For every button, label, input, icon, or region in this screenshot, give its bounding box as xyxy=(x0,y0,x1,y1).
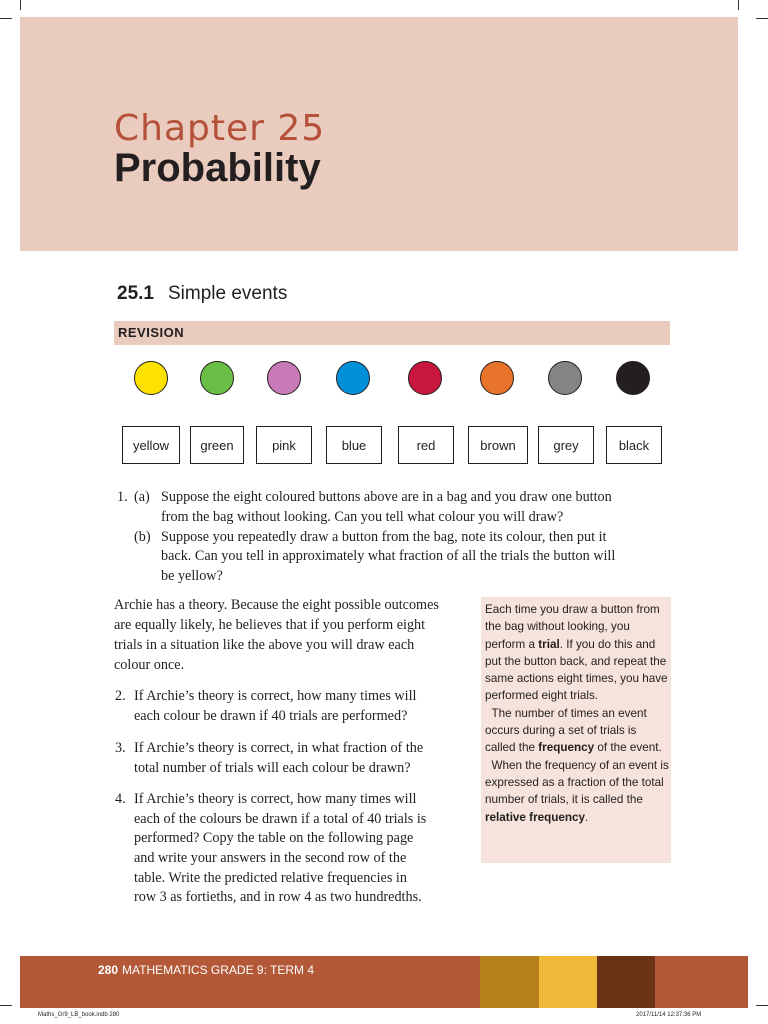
print-slug-timestamp: 2017/11/14 12:37:36 PM xyxy=(636,1012,702,1018)
footer-running-head xyxy=(98,963,314,977)
question-3-line: If Archie’s theory is correct, in what fraction of the xyxy=(134,740,424,756)
archie-paragraph-line: Archie has a theory. Because the eight possible outcomes xyxy=(114,597,439,613)
question-1b-line: back. Can you tell in approximately what fraction of all the trials the button will xyxy=(161,548,616,564)
question-4-line: each of the colours be drawn if a total of 40 trials is xyxy=(134,811,427,827)
chapter-label: Chapter 25 xyxy=(114,108,326,149)
sidebar-paragraph xyxy=(485,601,669,705)
crop-mark xyxy=(738,0,739,10)
chapter-title: Probability xyxy=(114,146,321,190)
question-1b-line: Suppose you repeatedly draw a button from the bag, note its colour, then put it xyxy=(161,529,607,545)
question-2-number: 2. xyxy=(115,688,126,704)
button-circle-pink xyxy=(267,361,301,395)
question-3-line: total number of trials will each colour be drawn? xyxy=(134,760,411,776)
button-circle-grey xyxy=(548,361,582,395)
colour-name-box: pink xyxy=(256,426,312,464)
crop-mark xyxy=(0,1005,12,1006)
term-frequency: frequency xyxy=(538,741,595,755)
definition-sidebar-text xyxy=(485,601,669,826)
colour-name-box: yellow xyxy=(122,426,180,464)
revision-bar xyxy=(114,321,670,345)
button-circle-blue xyxy=(336,361,370,395)
sidebar-text-run: . xyxy=(585,810,589,824)
question-1a-line: Suppose the eight coloured buttons above are in a bag and you draw one button xyxy=(161,489,612,505)
question-1-number: 1. xyxy=(117,489,128,505)
colour-name-box: green xyxy=(190,426,244,464)
archie-paragraph-line: are equally likely, he believes that if you perform eight xyxy=(114,617,426,633)
question-4-line: row 3 as fortieths, and in row 4 as two hundredths. xyxy=(134,889,422,905)
archie-paragraph-line: trials in a situation like the above you will draw each xyxy=(114,637,415,653)
sidebar-text-run: Each time you draw a button from the bag without looking, you perform a xyxy=(485,603,660,651)
colour-name-box: grey xyxy=(538,426,594,464)
colour-name-box: brown xyxy=(468,426,528,464)
question-1a-label: (a) xyxy=(134,489,150,505)
section-number: 25.1 xyxy=(117,283,154,304)
term-trial: trial xyxy=(538,637,560,651)
sidebar-text-run: The number of times an event occurs during a set of trials is called the xyxy=(485,706,647,755)
button-circle-red xyxy=(408,361,442,395)
sidebar-paragraph xyxy=(485,757,669,826)
button-circle-black xyxy=(616,361,650,395)
question-1a-line: from the bag without looking. Can you tell what colour you will draw? xyxy=(161,509,564,525)
question-1b-label: (b) xyxy=(134,529,151,545)
question-4-line: table. Write the predicted relative frequencies in xyxy=(134,870,407,886)
section-title: Simple events xyxy=(167,283,288,304)
sidebar-text-run: . If you do this and put the button back, and repeat the same actions eight times, you have performed eight trials. xyxy=(485,637,668,703)
footer-color-block xyxy=(539,956,597,1008)
colour-name-box: blue xyxy=(326,426,382,464)
page-number: 280 xyxy=(98,963,119,977)
crop-mark xyxy=(756,18,768,19)
button-circle-green xyxy=(200,361,234,395)
crop-mark xyxy=(0,18,12,19)
sidebar-text-run: of the event. xyxy=(594,741,662,755)
question-2-line: each colour be drawn if 40 trials are performed? xyxy=(134,708,408,724)
print-slug-file: Maths_Gr9_LB_book.indb 280 xyxy=(38,1012,120,1018)
sidebar-paragraph xyxy=(485,705,669,757)
colour-name-box: black xyxy=(606,426,662,464)
question-4-line: and write your answers in the second row of the xyxy=(134,850,407,866)
revision-label: REVISION xyxy=(118,325,185,340)
question-4-line: If Archie’s theory is correct, how many times will xyxy=(134,791,417,807)
footer-title: MATHEMATICS GRADE 9: TERM 4 xyxy=(122,963,315,977)
crop-mark xyxy=(20,0,21,10)
button-circle-brown xyxy=(480,361,514,395)
footer-color-block xyxy=(597,956,655,1008)
button-circle-yellow xyxy=(134,361,168,395)
section-heading xyxy=(117,283,287,305)
term-relative-frequency: relative frequency xyxy=(485,810,586,824)
question-1b-line: be yellow? xyxy=(161,568,223,584)
question-2-line: If Archie’s theory is correct, how many times will xyxy=(134,688,417,704)
question-3-number: 3. xyxy=(115,740,126,756)
question-4-line: performed? Copy the table on the following page xyxy=(134,830,414,846)
archie-paragraph-line: colour once. xyxy=(114,657,185,673)
crop-mark xyxy=(756,1005,768,1006)
question-4-number: 4. xyxy=(115,791,126,807)
colour-name-box: red xyxy=(398,426,454,464)
footer-color-block xyxy=(480,956,539,1008)
sidebar-text-run: When the frequency of an event is expressed as a fraction of the total number of trials, it is called the xyxy=(485,758,669,807)
